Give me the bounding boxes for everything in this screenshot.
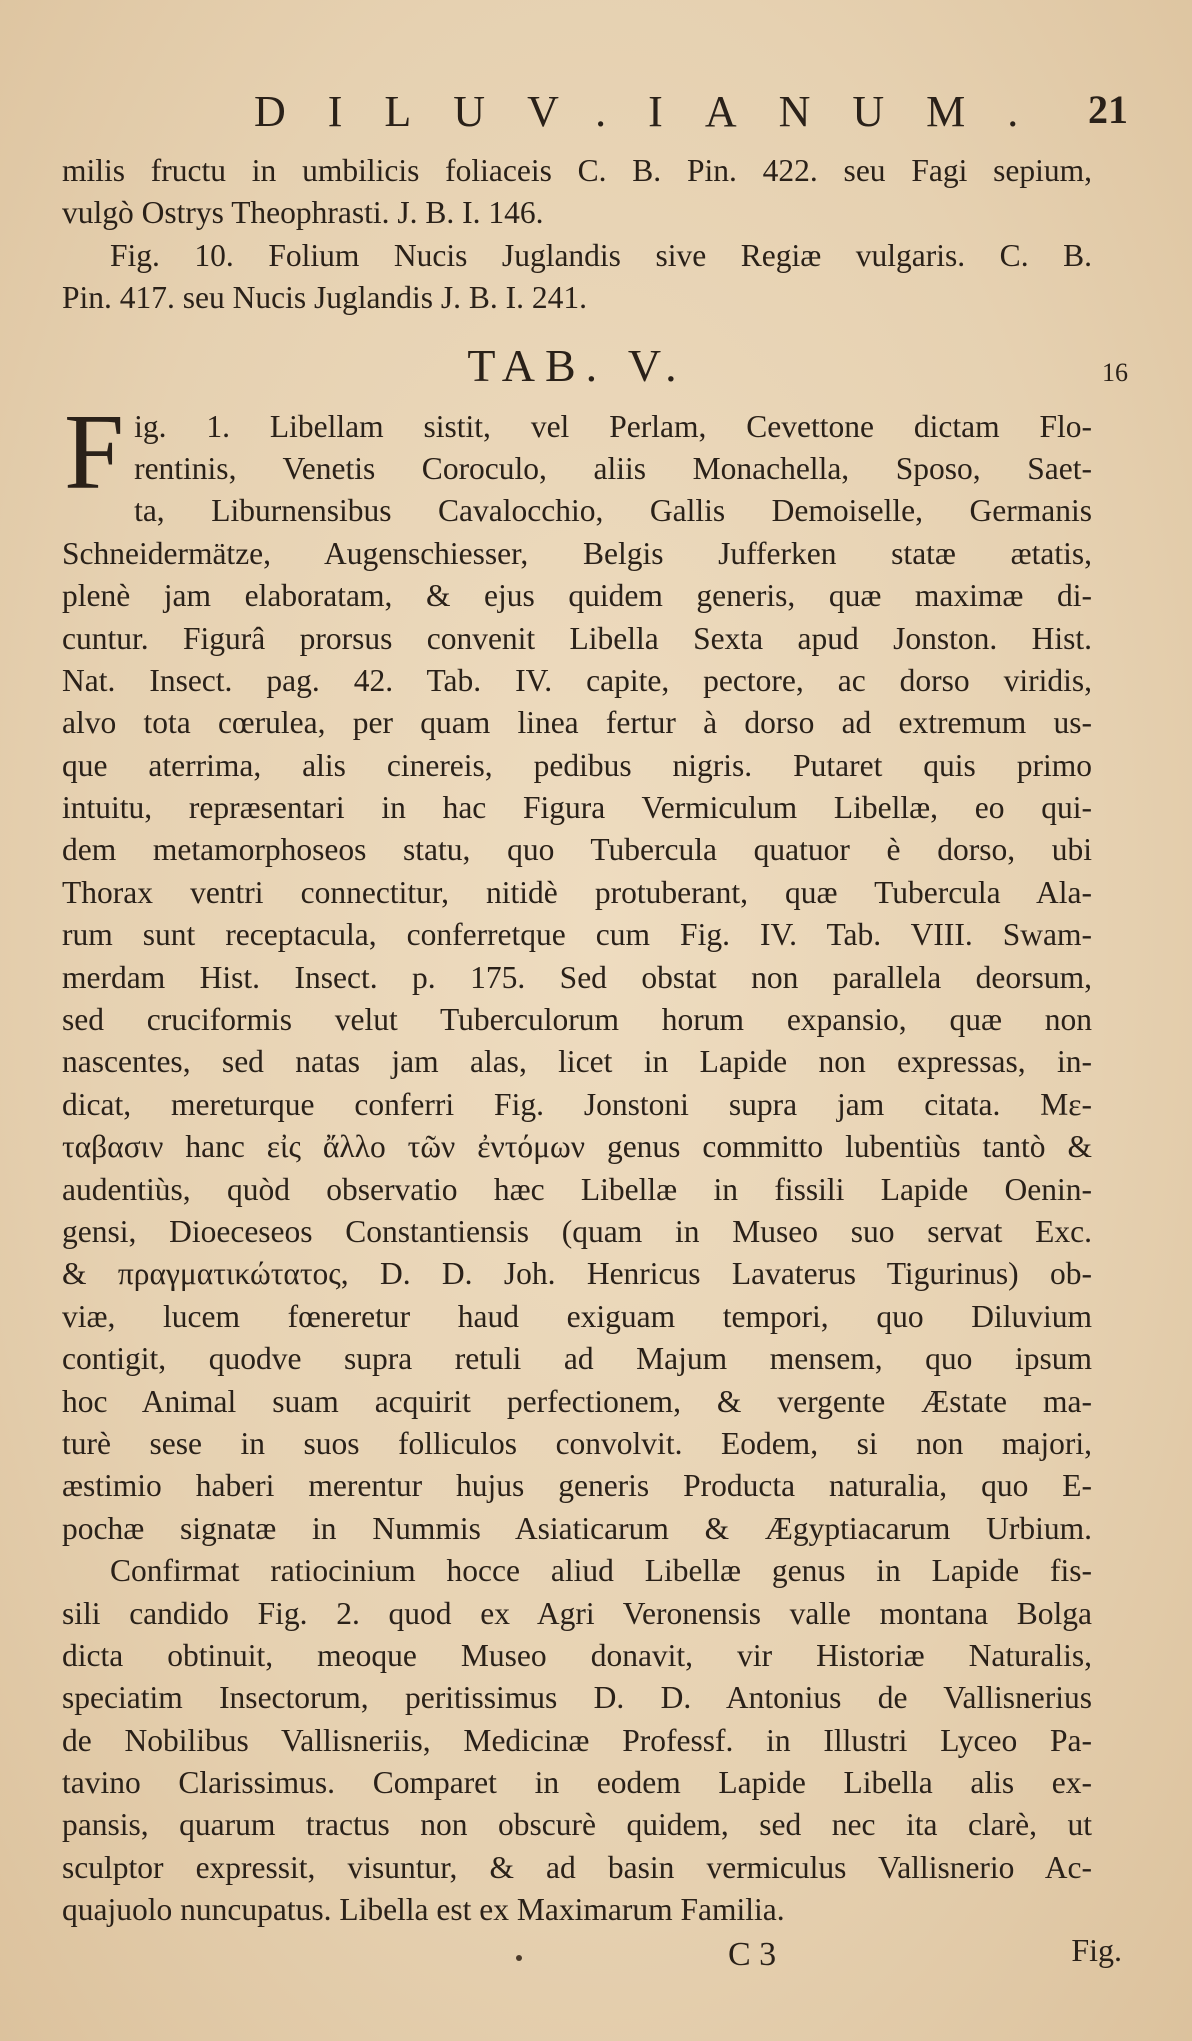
text-line: hoc Animal suam acquirit perfectionem, & vergente Æstate ma- xyxy=(62,1383,1092,1419)
text-line: speciatim Insectorum, peritissimus D. D. Antonius de Vallisnerius xyxy=(62,1680,1092,1716)
text-line: Pin. 417. seu Nucis Juglandis J. B. I. 241. xyxy=(62,280,588,316)
text-line: tavino Clarissimus. Comparet in eodem Lapide Libella alis ex- xyxy=(62,1765,1092,1801)
page-number: 21 xyxy=(1088,87,1128,132)
text-line: rum sunt receptacula, conferretque cum Fig. IV. Tab. VIII. Swam- xyxy=(62,917,1092,953)
book-page xyxy=(62,0,1130,2041)
page-footer xyxy=(62,1932,1130,1986)
drop-cap: F xyxy=(64,392,125,512)
signature-mark: C 3 xyxy=(728,1936,777,1973)
ink-dot xyxy=(516,1955,522,1961)
text-line: sed cruciformis velut Tuberculorum horum expansio, quæ non xyxy=(62,1002,1092,1038)
text-line: ταβασιν hanc εἰς ἄλλο τῶν ἐντόμων genus committo lubentiùs tantò & xyxy=(62,1129,1092,1165)
text-line: gensi, Dioeceseos Constantiensis (quam in Museo suo servat Exc. xyxy=(62,1213,1092,1249)
text-line: ig. 1. Libellam sistit, vel Perlam, Cevettone dictam Flo- xyxy=(134,408,1092,444)
text-line: ta, Liburnensibus Cavalocchio, Gallis Demoiselle, Germanis xyxy=(134,493,1092,529)
text-line: Confirmat ratiocinium hocce aliud Libellæ genus in Lapide fis- xyxy=(110,1553,1092,1589)
text-line: milis fructu in umbilicis foliaceis C. B. Pin. 422. seu Fagi sepium, xyxy=(62,153,1092,188)
text-line: & πραγματικώτατος, D. D. Joh. Henricus Lavaterus Tigurinus) ob- xyxy=(62,1256,1092,1292)
margin-note: 16 xyxy=(1102,358,1128,387)
catchword: Fig. xyxy=(1071,1932,1122,1968)
second-paragraph xyxy=(62,1550,1092,1932)
text-line: Fig. 10. Folium Nucis Juglandis sive Regiæ vulgaris. C. B. xyxy=(110,237,1092,273)
text-line: dem metamorphoseos statu, quo Tubercula quatuor è dorso, ubi xyxy=(62,832,1092,868)
text-line: sili candido Fig. 2. quod ex Agri Veronensis valle montana Bolga xyxy=(62,1595,1092,1631)
text-line: intuitu, repræsentari in hac Figura Vermiculum Libellæ, eo qui- xyxy=(62,790,1092,826)
text-line: contigit, quodve supra retuli ad Majum mensem, quo ipsum xyxy=(62,1341,1092,1377)
text-line: plenè jam elaboratam, & ejus quidem generis, quæ maximæ di- xyxy=(62,578,1092,614)
text-line: turè sese in suos folliculos convolvit. Eodem, si non majori, xyxy=(62,1425,1092,1461)
text-line: rentinis, Venetis Coroculo, aliis Monachella, Sposo, Saet- xyxy=(134,450,1092,486)
text-line: viæ, lucem fœneretur haud exiguam tempori, quo Diluvium xyxy=(62,1298,1092,1334)
text-line: Schneidermätze, Augenschiesser, Belgis Jufferken statæ ætatis, xyxy=(62,535,1092,571)
running-head xyxy=(62,86,1130,138)
body-text xyxy=(62,150,1092,1932)
text-line: pansis, quarum tractus non obscurè quidem, sed nec ita clarè, ut xyxy=(62,1807,1092,1843)
text-line: æstimio haberi merentur hujus generis Producta naturalia, quo E- xyxy=(62,1468,1092,1504)
section-heading: TAB. V. xyxy=(467,339,687,391)
text-line: audentiùs, quòd observatio hæc Libellæ in fissili Lapide Oenin- xyxy=(62,1171,1092,1207)
text-line: pochæ signatæ in Nummis Asiaticarum & Ægyptiacarum Urbium. xyxy=(62,1510,1092,1546)
text-line: quajuolo nuncupatus. Libella est ex Maximarum Familia. xyxy=(62,1892,785,1928)
text-line: sculptor expressit, visuntur, & ad basin vermiculus Vallisnerio Ac- xyxy=(62,1849,1092,1885)
text-line: de Nobilibus Vallisneriis, Medicinæ Professf. in Illustri Lyceo Pa- xyxy=(62,1722,1092,1758)
text-line: alvo tota cœrulea, per quam linea fertur à dorso ad extremum us- xyxy=(62,705,1092,741)
text-line: que aterrima, alis cinereis, pedibus nigris. Putaret quis primo xyxy=(62,747,1092,783)
text-line: nascentes, sed natas jam alas, licet in Lapide non expressas, in- xyxy=(62,1044,1092,1080)
text-line: vulgò Ostrys Theophrasti. J. B. I. 146. xyxy=(62,195,544,231)
text-line: Thorax ventri connectitur, nitidè protuberant, quæ Tubercula Ala- xyxy=(62,874,1092,910)
text-line: dicta obtinuit, meoque Museo donavit, vir Historiæ Naturalis, xyxy=(62,1637,1092,1673)
text-line: Nat. Insect. pag. 42. Tab. IV. capite, pectore, ac dorso viridis, xyxy=(62,662,1092,698)
main-paragraph xyxy=(62,392,1092,1551)
text-line: cuntur. Figurâ prorsus convenit Libella Sexta apud Jonston. Hist. xyxy=(62,620,1092,656)
running-title: DILUV.IANUM. xyxy=(254,87,1061,136)
text-line: dicat, mereturque conferri Fig. Jonstoni supra jam citata. Με- xyxy=(62,1086,1092,1122)
text-line: merdam Hist. Insect. p. 175. Sed obstat non parallela deorsum, xyxy=(62,959,1092,995)
